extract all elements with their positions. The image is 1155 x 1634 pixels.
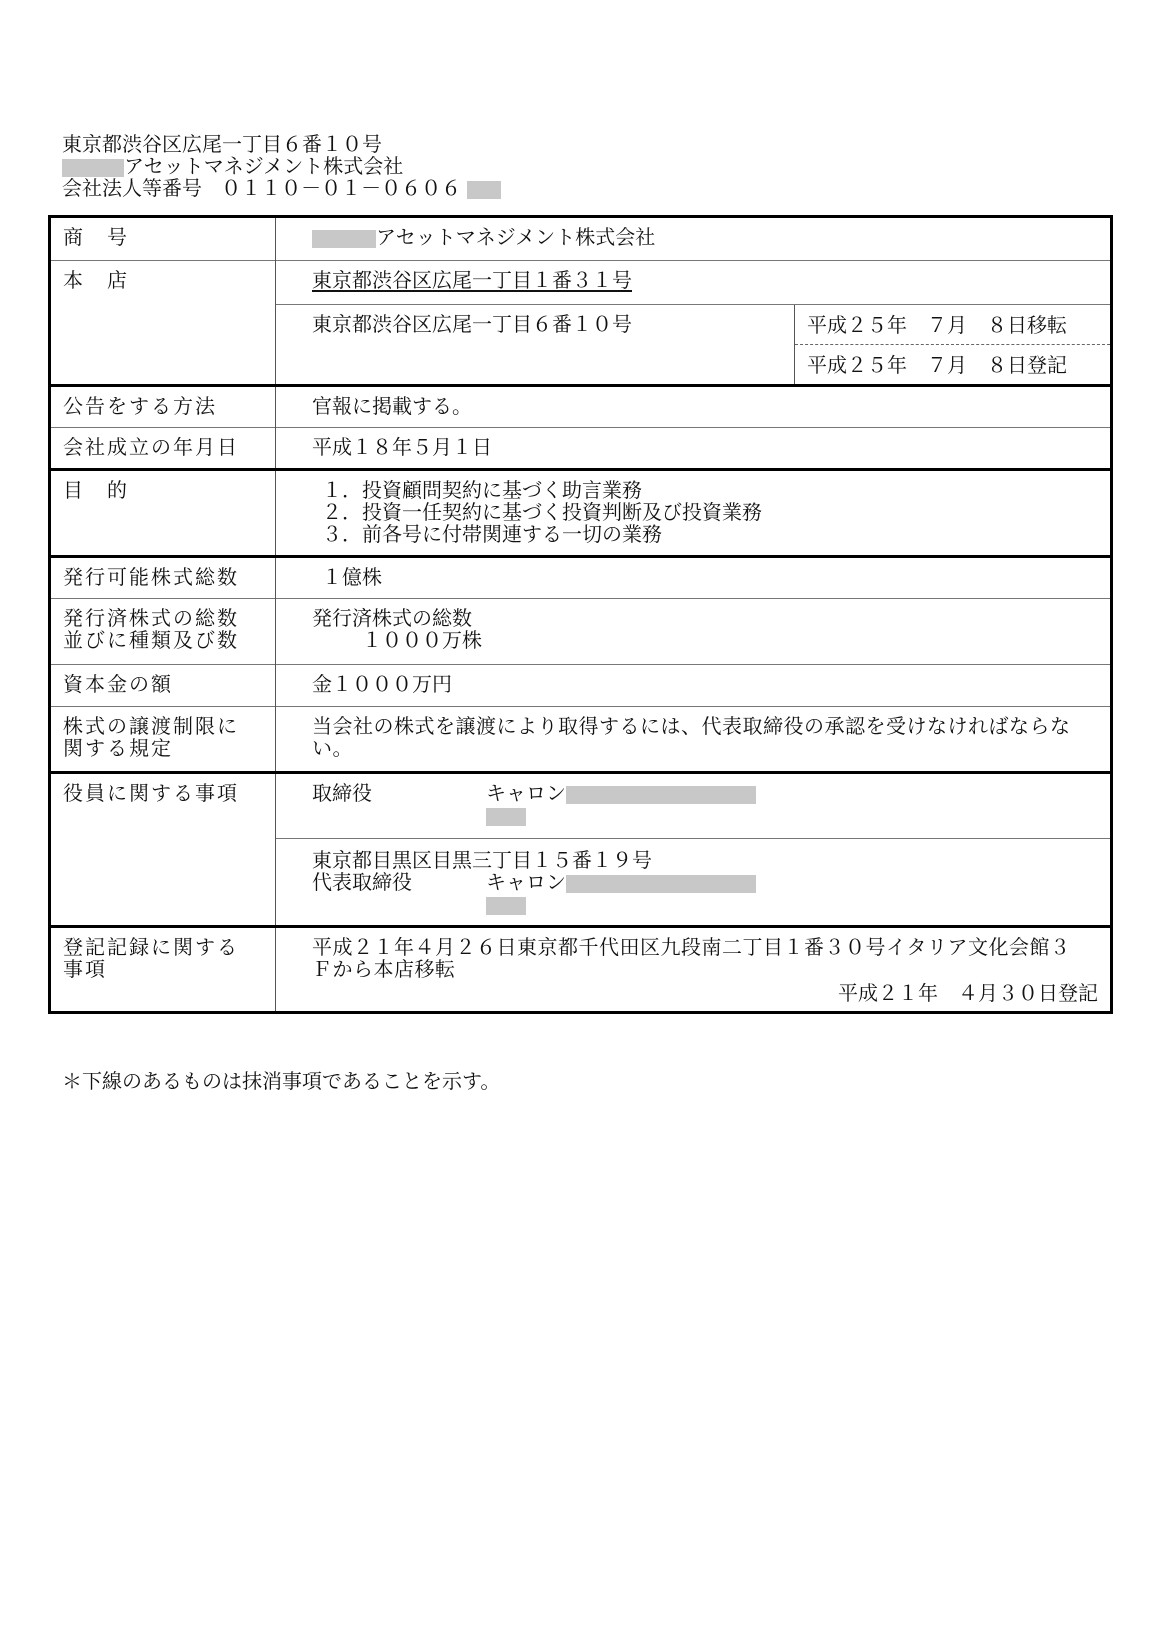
- corp-number: ０１１０－０１－０６０６: [221, 176, 462, 200]
- label-issued-shares-line1: 発行済株式の総数: [63, 606, 239, 630]
- label-notice: 公告をする方法: [50, 386, 276, 428]
- row-capital: [50, 665, 1112, 707]
- new-head-office: 東京都渋谷区広尾一丁目６番１０号: [312, 312, 632, 336]
- row-officers: [50, 773, 1112, 839]
- header-address: 東京都渋谷区広尾一丁目６番１０号: [62, 132, 382, 156]
- label-transfer-restriction: [50, 707, 276, 773]
- established-value: 平成１８年５月１日: [312, 435, 492, 459]
- record-value: 平成２１年４月２６日東京都千代田区九段南二丁目１番３０号イタリア文化会館３Ｆから本店移転: [312, 935, 1071, 981]
- head-office-dates: [794, 305, 1110, 384]
- redaction-block: [486, 897, 526, 915]
- authorized-shares-value: １億株: [322, 565, 382, 589]
- row-established: [50, 428, 1112, 470]
- label-record: [50, 927, 276, 1013]
- redaction-block: [62, 159, 124, 177]
- row-purpose: [50, 470, 1112, 557]
- director-name: キャロン: [486, 781, 566, 805]
- issued-shares-value: １０００万株: [362, 628, 482, 652]
- label-issued-shares: [50, 599, 276, 665]
- old-head-office: 東京都渋谷区広尾一丁目１番３１号: [312, 268, 632, 292]
- row-notice: [50, 386, 1112, 428]
- moved-date: 平成２５年 ７月 ８日移転: [795, 305, 1110, 345]
- label-record-line1: 登記記録に関する: [63, 935, 239, 959]
- row-trade-name: [50, 217, 1112, 261]
- purpose-item: ２．投資一任契約に基づく投資判断及び投資業務: [322, 500, 762, 524]
- issued-shares-heading: 発行済株式の総数: [312, 606, 472, 630]
- rep-name-block: [486, 871, 756, 915]
- redaction-block: [566, 786, 756, 804]
- director-title: 取締役: [312, 781, 372, 805]
- label-head-office: 本 店: [50, 261, 276, 386]
- redaction-block: [566, 875, 756, 893]
- rep-address: 東京都目黒区目黒三丁目１５番１９号: [312, 848, 652, 872]
- rep-title: 代表取締役: [312, 870, 412, 894]
- label-transfer-line2: 関する規定: [63, 736, 173, 760]
- purpose-list: [276, 471, 1110, 551]
- label-trade-name: 商 号: [50, 217, 276, 261]
- transfer-restriction-value: 当会社の株式を譲渡により取得するには、代表取締役の承認を受けなければならない。: [312, 714, 1071, 760]
- footnote: ＊下線のあるものは抹消事項であることを示す。: [62, 1069, 501, 1093]
- registry-table: [48, 215, 1113, 1014]
- row-head-office: [50, 261, 1112, 305]
- label-record-line2: 事項: [63, 957, 107, 981]
- header-company-line: [62, 155, 501, 177]
- purpose-item: １．投資顧問契約に基づく助言業務: [322, 478, 642, 502]
- corp-number-label: 会社法人等番号: [62, 176, 202, 200]
- row-transfer-restriction: [50, 707, 1112, 773]
- label-transfer-line1: 株式の譲渡制限に: [63, 714, 239, 738]
- trade-name-value: アセットマネジメント株式会社: [376, 225, 656, 249]
- row-issued-shares: [50, 599, 1112, 665]
- label-authorized-shares: 発行可能株式総数: [50, 557, 276, 599]
- record-date: 平成２１年 ４月３０日登記: [838, 981, 1098, 1005]
- capital-value: 金１０００万円: [312, 672, 452, 696]
- director-name-block: [486, 782, 756, 826]
- purpose-item: ３．前各号に付帯関連する一切の業務: [322, 522, 662, 546]
- notice-value: 官報に掲載する。: [312, 394, 472, 418]
- registered-date: 平成２５年 ７月 ８日登記: [807, 353, 1067, 377]
- document-header: [62, 133, 501, 199]
- label-purpose: 目 的: [50, 470, 276, 557]
- row-authorized-shares: [50, 557, 1112, 599]
- header-corp-number-line: [62, 177, 501, 199]
- label-established: 会社成立の年月日: [50, 428, 276, 470]
- label-officers: 役員に関する事項: [50, 773, 276, 927]
- row-record: [50, 927, 1112, 1013]
- redaction-block: [312, 230, 376, 248]
- redaction-block: [486, 808, 526, 826]
- label-issued-shares-line2: 並びに種類及び数: [63, 628, 239, 652]
- redaction-block: [467, 181, 501, 199]
- rep-name: キャロン: [486, 870, 566, 894]
- header-company: アセットマネジメント株式会社: [124, 154, 404, 178]
- label-capital: 資本金の額: [50, 665, 276, 707]
